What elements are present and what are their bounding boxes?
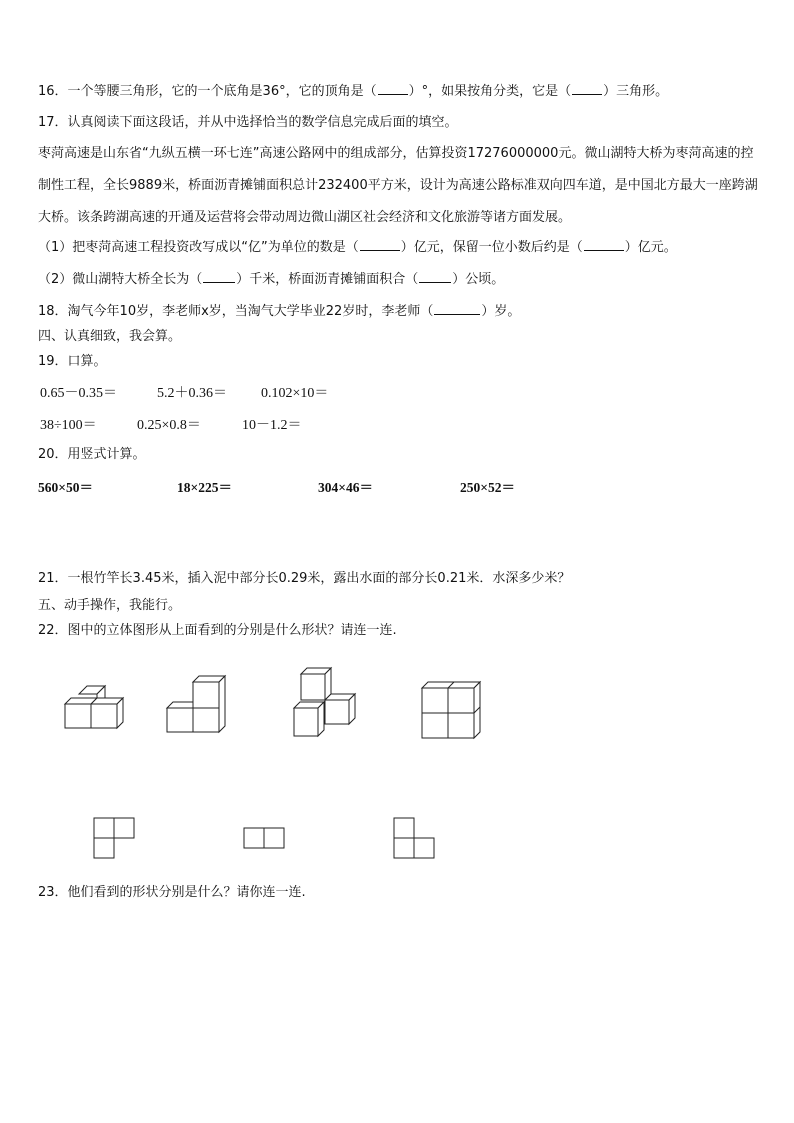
q16-text-1: 16．一个等腰三角形，它的一个底角是36°，它的顶角是（	[38, 84, 377, 99]
oral-calc-3: 0.102×10＝	[261, 386, 329, 401]
top-view-shape-1[interactable]	[92, 816, 138, 860]
question-23: 23．他们看到的形状分别是什么？请你连一连.	[38, 885, 306, 900]
vertical-calc-1: 560×50＝	[38, 480, 93, 495]
question-18	[38, 302, 520, 321]
q16-blank-2[interactable]	[572, 82, 602, 95]
question-19-title: 19．口算。	[38, 354, 107, 369]
question-17-sub2	[38, 270, 504, 289]
question-17-passage: 枣菏高速是山东省“九纵五横一环七连”高速公路网中的组成部分，估算投资17276000000元。微山湖特大桥为枣菏高速的控制性工程，全长9889米，桥面沥青摊铺面积总计232400平方米，设计为高速公路标准双向四车道，是中国北方最大一座跨湖大桥。该条跨湖高速的开通及运营将会带动周边微山湖区社会经济和文化旅游等诸方面发展。	[38, 146, 758, 225]
q17-sub1-text-1: （1）把枣菏高速工程投资改写成以“亿”为单位的数是（	[38, 240, 359, 255]
question-17-intro: 17．认真阅读下面这段话，并从中选择恰当的数学信息完成后面的填空。	[38, 115, 458, 130]
section-4-heading: 四、认真细致，我会算。	[38, 329, 182, 344]
solid-figure-4[interactable]	[418, 676, 484, 740]
oral-calc-1: 0.65－0.35＝	[40, 386, 117, 401]
solid-figure-3[interactable]	[290, 664, 362, 738]
section-5-heading: 五、动手操作，我能行。	[38, 598, 182, 613]
vertical-calc-2: 18×225＝	[177, 480, 232, 495]
q17-sub1-text-3: ）亿元。	[624, 240, 677, 255]
question-16	[38, 82, 668, 101]
q17-sub1-text-2: ）亿元，保留一位小数后约是（	[400, 240, 583, 255]
q18-text-1: 18．淘气今年10岁，李老师x岁，当淘气大学毕业22岁时，李老师（	[38, 304, 434, 319]
solid-figure-2[interactable]	[162, 670, 232, 736]
q17-sub2-text-2: ）千米，桥面沥青摊铺面积合（	[236, 272, 419, 287]
q17-sub1-blank-1[interactable]	[360, 238, 400, 251]
q16-text-2: ）°，如果按角分类，它是（	[408, 84, 572, 99]
question-17-sub1	[38, 238, 677, 257]
oral-calc-4: 38÷100＝	[40, 418, 97, 433]
question-20-title: 20．用竖式计算。	[38, 447, 146, 462]
solid-figure-1[interactable]	[60, 682, 130, 732]
vertical-calc-4: 250×52＝	[460, 480, 515, 495]
q18-blank[interactable]	[434, 302, 480, 315]
q18-text-2: ）岁。	[481, 304, 521, 319]
question-21: 21．一根竹竿长3.45米，插入泥中部分长0.29米，露出水面的部分长0.21米．水深多少米？	[38, 571, 571, 586]
vertical-calc-3: 304×46＝	[318, 480, 373, 495]
oral-calc-5: 0.25×0.8＝	[137, 418, 201, 433]
top-view-shape-3[interactable]	[392, 816, 438, 860]
q17-sub1-blank-2[interactable]	[584, 238, 624, 251]
q17-sub2-blank-2[interactable]	[419, 270, 451, 283]
oral-calc-2: 5.2＋0.36＝	[157, 386, 227, 401]
q17-sub2-blank-1[interactable]	[203, 270, 235, 283]
q17-sub2-text-1: （2）微山湖特大桥全长为（	[38, 272, 203, 287]
oral-calc-6: 10－1.2＝	[242, 418, 302, 433]
q16-text-3: ）三角形。	[603, 84, 669, 99]
q16-blank-1[interactable]	[378, 82, 408, 95]
question-22: 22．图中的立体图形从上面看到的分别是什么形状？请连一连.	[38, 623, 397, 638]
top-view-shape-2[interactable]	[242, 826, 288, 850]
q17-sub2-text-3: ）公顷。	[452, 272, 505, 287]
